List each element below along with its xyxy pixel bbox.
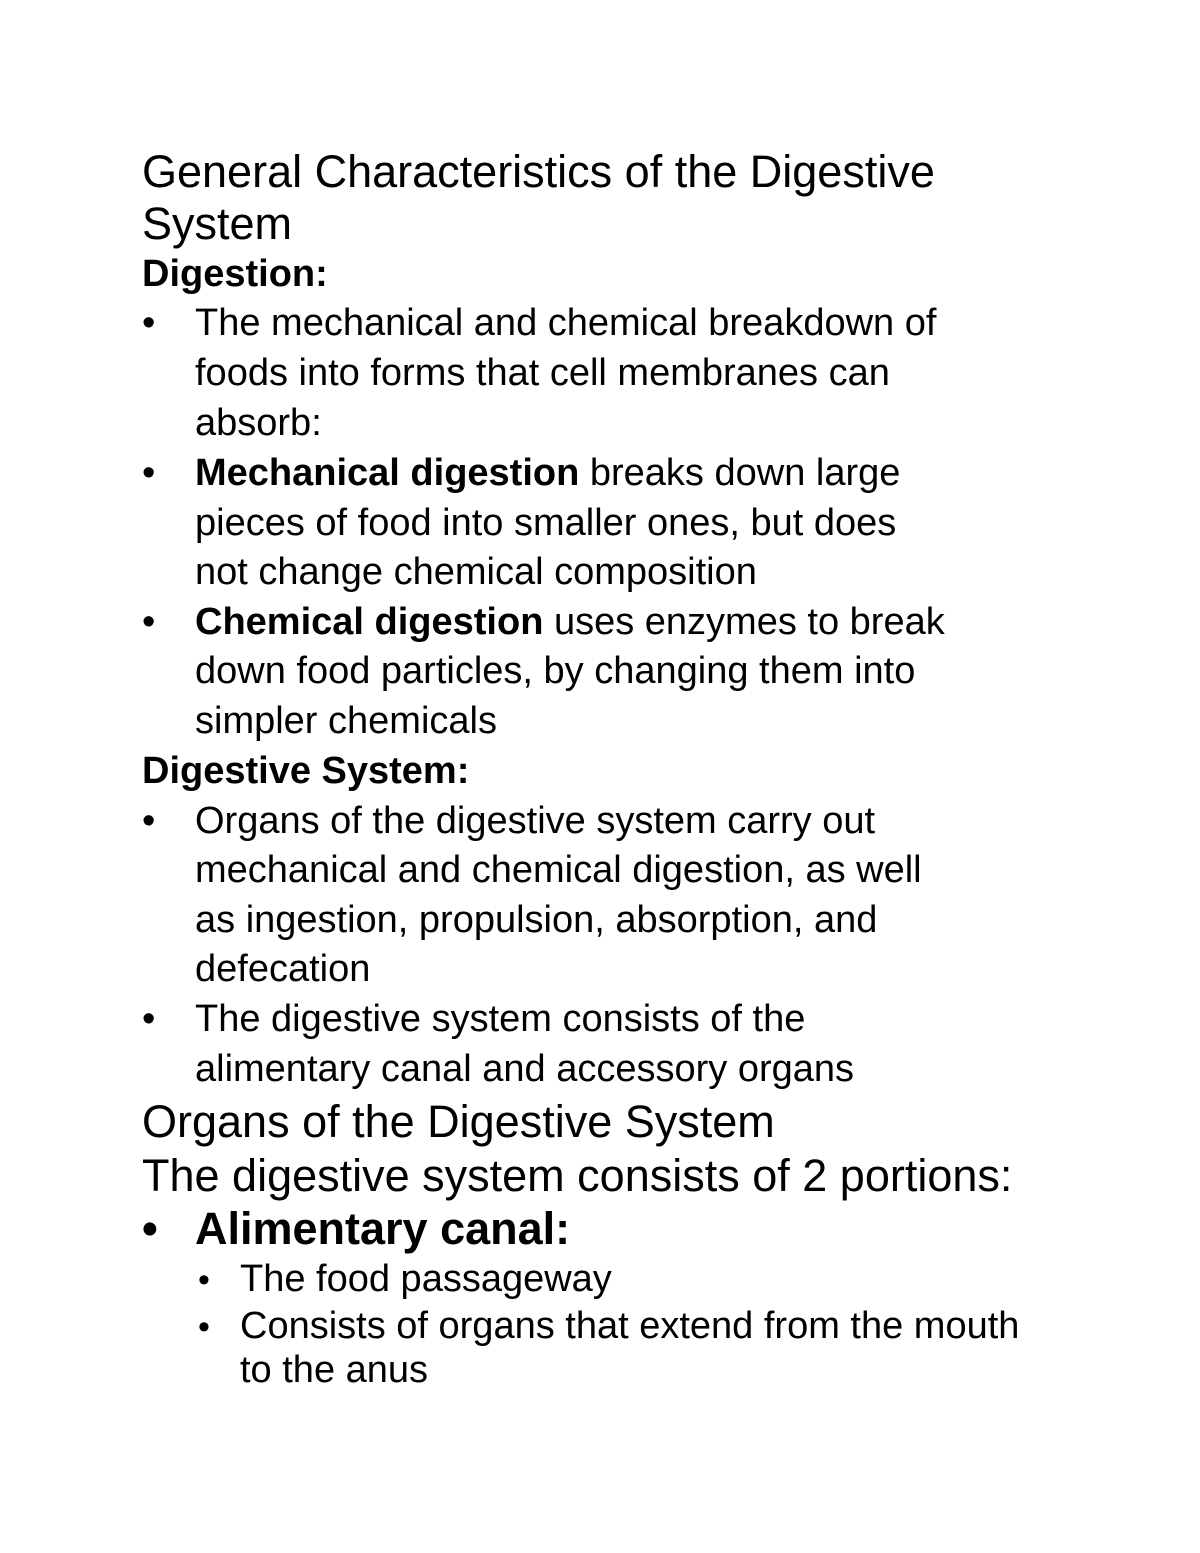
- sub-bullet-icon: •: [198, 1261, 210, 1299]
- sub-bullet-icon: •: [198, 1308, 210, 1346]
- section-heading-organs: Organs of the Digestive System: [142, 1096, 775, 1147]
- bullet-text-line: down food particles, by changing them into: [195, 650, 916, 692]
- alimentary-canal-heading: Alimentary canal:: [195, 1203, 571, 1254]
- bullet-icon: •: [142, 601, 156, 643]
- bullet-text-line: pieces of food into smaller ones, but does: [195, 502, 897, 544]
- bullet-text-line: not change chemical composition: [195, 551, 757, 593]
- bullet-text-rest: breaks down large: [579, 452, 901, 494]
- bullet-text-line: absorb:: [195, 402, 322, 444]
- bullet-icon: •: [142, 1203, 158, 1254]
- bullet-text-line: mechanical and chemical digestion, as well: [195, 849, 922, 891]
- bullet-text-rest: uses enzymes to break: [543, 601, 945, 643]
- bullet-icon: •: [142, 452, 156, 494]
- term-chemical-digestion: Chemical digestion: [195, 601, 544, 643]
- bullet-text-line: defecation: [195, 948, 371, 990]
- organs-intro: The digestive system consists of 2 portions:: [142, 1150, 1013, 1201]
- bullet-text-line: [195, 451, 900, 495]
- sub-bullet-text-line: to the anus: [240, 1349, 429, 1391]
- bullet-text-line: foods into forms that cell membranes can: [195, 352, 890, 394]
- bullet-text-line: [195, 600, 945, 644]
- section-heading-digestion: Digestion:: [142, 253, 328, 295]
- bullet-text-line: The mechanical and chemical breakdown of: [195, 302, 937, 344]
- page-title-line-2: System: [142, 198, 293, 249]
- bullet-text-line: Organs of the digestive system carry out: [195, 800, 876, 842]
- bullet-text-line: The digestive system consists of the: [195, 998, 806, 1040]
- bullet-icon: •: [142, 998, 156, 1040]
- term-mechanical-digestion: Mechanical digestion: [195, 452, 580, 494]
- bullet-text-line: alimentary canal and accessory organs: [195, 1048, 855, 1090]
- sub-bullet-text-line: Consists of organs that extend from the mouth: [240, 1305, 1020, 1347]
- bullet-text-line: as ingestion, propulsion, absorption, and: [195, 899, 878, 941]
- bullet-icon: •: [142, 302, 156, 344]
- page-title-line-1: General Characteristics of the Digestive: [142, 146, 935, 197]
- sub-bullet-text-line: The food passageway: [240, 1258, 612, 1300]
- bullet-icon: •: [142, 800, 156, 842]
- section-heading-digestive-system: Digestive System:: [142, 750, 470, 792]
- bullet-text-line: simpler chemicals: [195, 700, 497, 742]
